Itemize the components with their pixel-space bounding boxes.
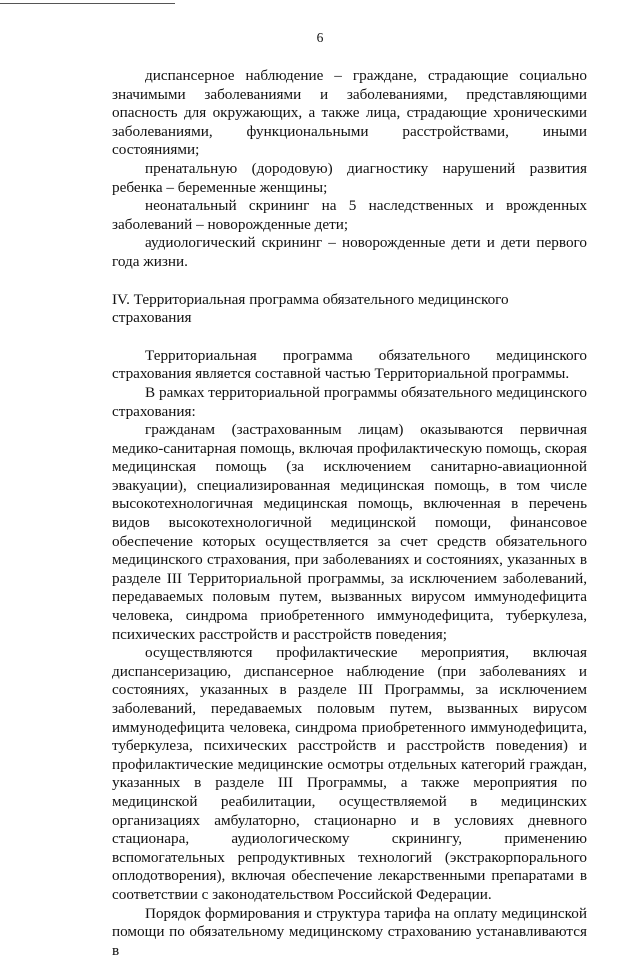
paragraph: гражданам (застрахованным лицам) оказываются первичная медико-санитарная помощь, включая профилактическую помощь, скорая медицинская помощь (за исключением санитарно-авиационной эвакуации), специализированная медицинская помощь, в том числе высокотехнологичная медицинская помощь, включенная в перечень видов высокотехнологичной медицинской помощи, финансовое обеспечение которых осуществляется за счет средств обязательного медицинского страхования, при заболеваниях и состояниях, указанных в разделе III Территориальной программы, за исключением заболеваний, передаваемых половым путем, вызванных вирусом иммунодефицита человека, синдрома приобретенного иммунодефицита, туберкулеза, психических расстройств и расстройств поведения; <box>112 421 587 643</box>
document-body <box>112 67 587 960</box>
paragraph: В рамках территориальной программы обязательного медицинского страхования: <box>112 383 587 420</box>
section-heading: IV. Территориальная программа обязательного медицинского страхования <box>112 290 509 327</box>
header-rule <box>0 3 175 4</box>
paragraph: осуществляются профилактические мероприятия, включая диспансеризацию, диспансерное наблюдение (при заболеваниях и состояниях, указанных в разделе III Программы, за исключением заболеваний, передаваемых половым путем, вызванных вирусом иммунодефицита человека, синдрома приобретенного иммунодефицита, туберкулеза, психических расстройств и расстройств поведения) и профилактические медицинские осмотры отдельных категорий граждан, указанных в разделе III Программы, а также мероприятия по медицинской реабилитации, осуществляемой в медицинских организациях амбулаторно, стационарно и в условиях дневного стационара, аудиологическому скринингу, применению вспомогательных репродуктивных технологий (экстракорпорального оплодотворения), включая обеспечение лекарственными препаратами в соответствии с законодательством Российской Федерации. <box>112 644 587 903</box>
paragraph: Территориальная программа обязательного медицинского страхования является составной частью Территориальной программы. <box>112 346 587 383</box>
paragraph: пренатальную (дородовую) диагностику нарушений развития ребенка – беременные женщины; <box>112 159 587 196</box>
paragraph: аудиологический скрининг – новорожденные дети и дети первого года жизни. <box>112 234 587 270</box>
paragraph: диспансерное наблюдение – граждане, страдающие социально значимыми заболеваниями и заболеваниями, представляющими опасность для окружающих, а также лица, страдающие хроническими заболеваниями, функциональными расстройствами, иными состояниями; <box>112 67 587 159</box>
paragraph: Порядок формирования и структура тарифа на оплату медицинской помощи по обязательному медицинскому страхованию устанавливаются в <box>112 904 587 959</box>
page-number: 6 <box>316 30 324 45</box>
paragraph: неонатальный скрининг на 5 наследственных и врожденных заболеваний – новорожденные дети; <box>112 197 587 233</box>
